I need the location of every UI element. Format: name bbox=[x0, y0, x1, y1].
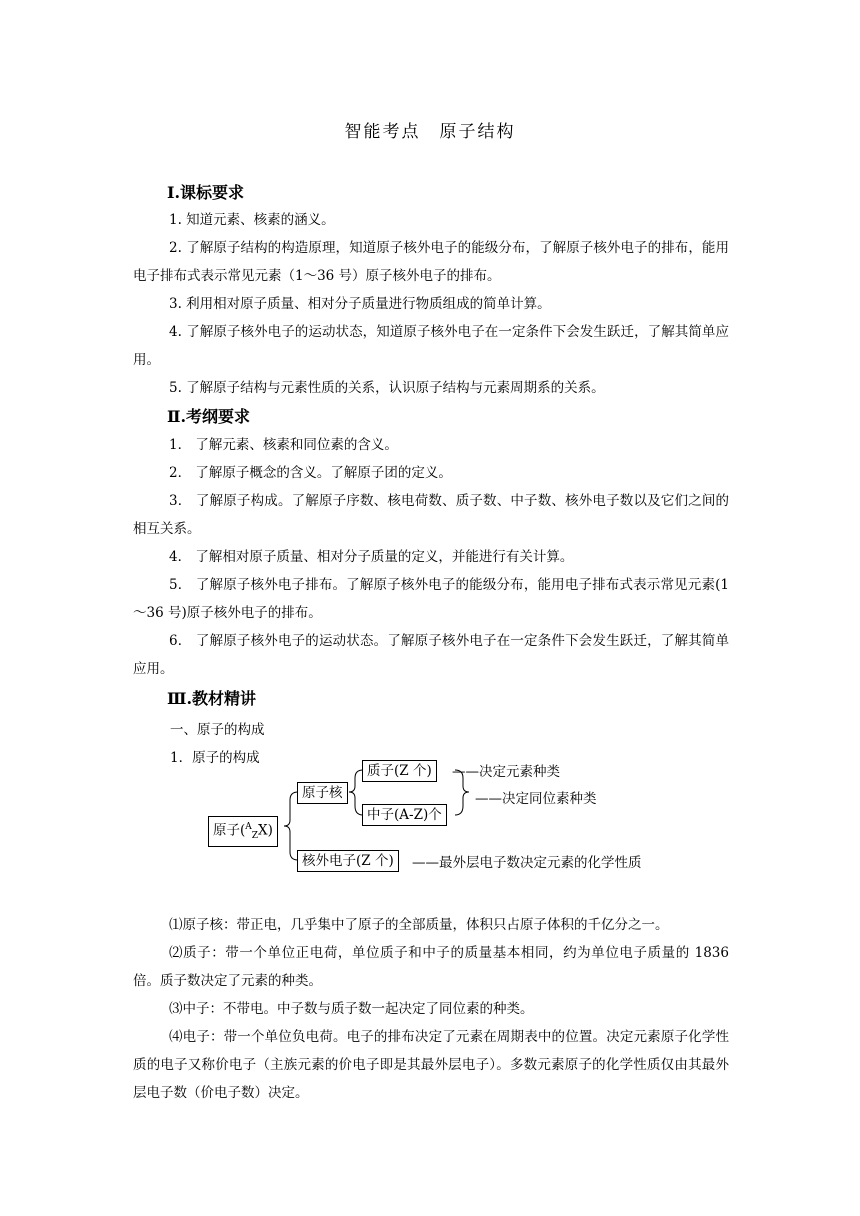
point-neutron: ⑶中子：不带电。中子数与质子数一起决定了同位素的种类。 bbox=[169, 1001, 534, 1017]
curriculum-item-3: 3. 利用相对原子质量、相对分子质量进行物质组成的简单计算。 bbox=[169, 296, 551, 312]
atom-box bbox=[208, 816, 278, 847]
syllabus-item-4: 4． 了解相对原子质量、相对分子质量的定义，并能进行有关计算。 bbox=[169, 549, 574, 565]
note-determines-isotope: ——决定同位素种类 bbox=[475, 791, 597, 807]
subsection-atom-composition-1: 1．原子的构成 bbox=[170, 750, 260, 766]
mass-number-label: A bbox=[245, 822, 252, 832]
electron-box: 核外电子(Z 个) bbox=[297, 850, 399, 872]
syllabus-item-2: 2． 了解原子概念的含义。了解原子团的定义。 bbox=[169, 465, 452, 481]
curriculum-item-1: 1. 知道元素、核素的涵义。 bbox=[169, 212, 335, 228]
note-outer-electrons-chemistry: ——最外层电子数决定元素的化学性质 bbox=[412, 855, 642, 871]
section-heading-syllabus: Ⅱ.考纲要求 bbox=[167, 407, 251, 426]
section-heading-curriculum: I.课标要求 bbox=[167, 183, 245, 202]
proton-box: 质子(Z 个) bbox=[362, 760, 437, 782]
page-title: 智能考点 原子结构 bbox=[344, 122, 516, 142]
syllabus-item-1: 1． 了解元素、核素和同位素的含义。 bbox=[169, 437, 398, 453]
point-nucleus: ⑴原子核：带正电，几乎集中了原子的全部质量，体积只占原子体积的千亿分之一。 bbox=[169, 917, 669, 933]
point-electron: ⑷电子：带一个单位负电荷。电子的排布决定了元素在周期表中的位置。决定元素原子化学性质的电子又称价电子（主族元素的价电子即是其最外层电子）。多数元素原子的化学性质仅由其最外层电子数（价电子数）决定。 bbox=[133, 1029, 729, 1101]
curriculum-item-4: 4. 了解原子核外电子的运动状态，知道原子核外电子在一定条件下会发生跃迁，了解其简单应用。 bbox=[133, 324, 729, 368]
atom-label-prefix: 原子( bbox=[213, 822, 246, 839]
atom-label-suffix: X) bbox=[258, 822, 273, 839]
curriculum-item-5: 5. 了解原子结构与元素性质的关系，认识原子结构与元素周期系的关系。 bbox=[169, 380, 605, 396]
atomic-number-label: Z bbox=[251, 831, 259, 842]
neutron-box: 中子(A-Z)个 bbox=[362, 804, 447, 826]
syllabus-item-5: 5． 了解原子核外电子排布。了解原子核外电子的能级分布，能用电子排布式表示常见元素(1～36 号)原子核外电子的排布。 bbox=[133, 577, 729, 621]
syllabus-item-6: 6． 了解原子核外电子的运动状态。了解原子核外电子在一定条件下会发生跃迁，了解其简单应用。 bbox=[133, 633, 729, 677]
subsection-atom-composition: 一、原子的构成 bbox=[170, 722, 265, 738]
syllabus-item-3: 3． 了解原子构成。了解原子序数、核电荷数、质子数、中子数、核外电子数以及它们之间的相互关系。 bbox=[133, 493, 729, 537]
note-proton-determines-element: ——决定元素种类 bbox=[452, 764, 560, 780]
section-heading-textbook: Ⅲ.教材精讲 bbox=[167, 689, 257, 708]
point-proton: ⑵质子：带一个单位正电荷，单位质子和中子的质量基本相同，约为单位电子质量的 1836 倍。质子数决定了元素的种类。 bbox=[133, 945, 729, 989]
nucleus-box: 原子核 bbox=[297, 782, 348, 804]
curriculum-item-2: 2. 了解原子结构的构造原理，知道原子核外电子的能级分布，了解原子核外电子的排布，能用电子排布式表示常见元素（1～36 号）原子核外电子的排布。 bbox=[133, 240, 729, 284]
